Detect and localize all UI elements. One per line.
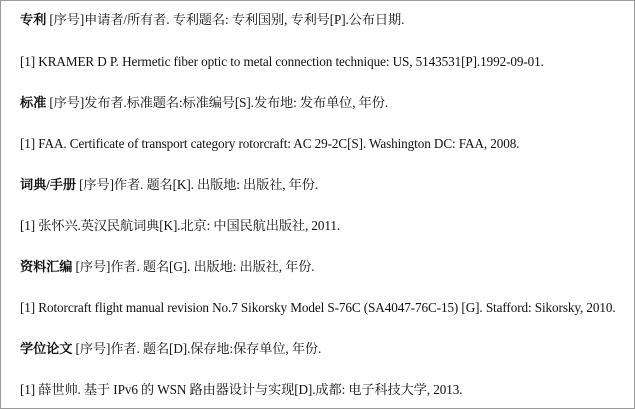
- dictionary-format: [序号]作者. 题名[K]. 出版地: 出版社, 年份.: [75, 177, 319, 192]
- patent-format-line: [20, 12, 404, 28]
- compilation-heading: 资料汇编: [20, 259, 73, 274]
- dictionary-format-line: [20, 177, 318, 193]
- patent-format: [序号]申请者/所有者. 专利题名: 专利国别, 专利号[P].公布日期.: [46, 12, 405, 27]
- thesis-heading: 学位论文: [20, 341, 73, 356]
- standard-format: [序号]发布者.标准题名:标准编号[S].发布地: 发布单位, 年份.: [46, 95, 389, 110]
- compilation-format: [序号]作者. 题名[G]. 出版地: 出版社, 年份.: [72, 259, 315, 274]
- compilation-example: [1] Rotorcraft flight manual revision No.7 Sikorsky Model S-76C (SA4047-76C-15) [G]. Stafford: Sikorsky, 2010.: [20, 300, 616, 315]
- patent-example: [1] KRAMER D P. Hermetic fiber optic to metal connection technique: US, 5143531[P].1992-09-01.: [20, 54, 544, 69]
- thesis-example: [1] 薛世帅. 基于 IPv6 的 WSN 路由器设计与实现[D].成都: 电子科技大学, 2013.: [20, 382, 463, 397]
- thesis-format-line: [20, 341, 321, 357]
- standard-format-line: [20, 95, 388, 111]
- patent-heading: 专利: [20, 12, 47, 27]
- compilation-format-line: [20, 259, 315, 275]
- standard-heading: 标准: [20, 95, 47, 110]
- dictionary-example: [1] 张怀兴.英汉民航词典[K].北京: 中国民航出版社, 2011.: [20, 218, 341, 233]
- dictionary-heading: 词典/手册: [20, 177, 76, 192]
- thesis-format: [序号]作者. 题名[D].保存地:保存单位, 年份.: [72, 341, 322, 356]
- standard-example: [1] FAA. Certificate of transport category rotorcraft: AC 29-2C[S]. Washington DC: FAA, 2008.: [20, 136, 520, 151]
